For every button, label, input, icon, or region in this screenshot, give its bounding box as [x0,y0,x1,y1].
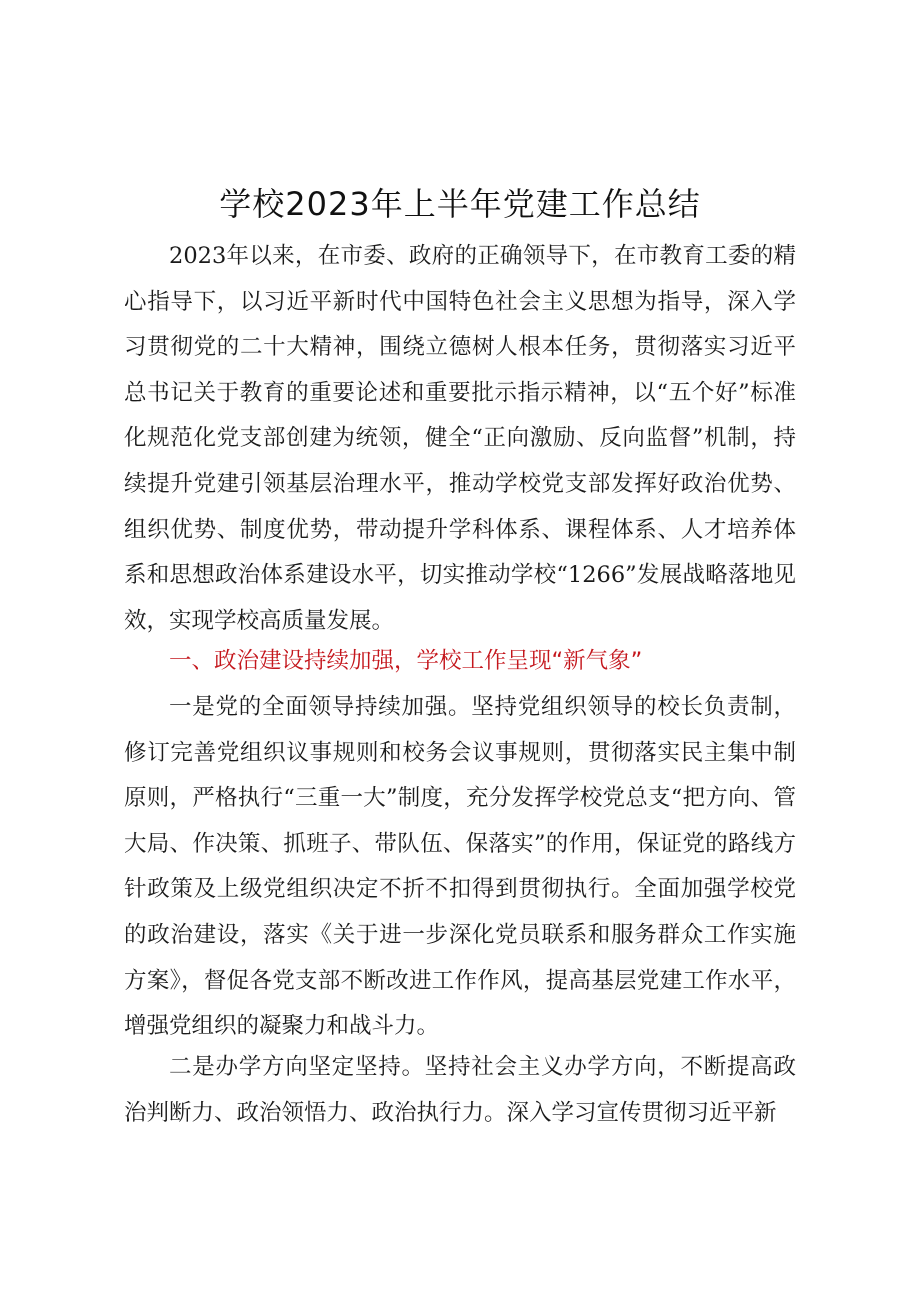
document-title: 学校2023年上半年党建工作总结 [219,185,701,223]
section-1-heading: 一、政治建设持续加强，学校工作呈现“新气象” [169,648,643,674]
paragraph-leadership: 一是党的全面领导持续加强。坚持党组织领导的校长负责制，修订完善党组织议事规则和校务会议事规则，贯彻落实民主集中制原则，严格执行“三重一大”制度，充分发挥学校党总支“把方向、管大局、作决策、抓班子、带队伍、保落实”的作用，保证党的路线方针政策及上级党组织决定不折不扣得到贯彻执行。全面加强学校党的政治建设，落实《关于进一步深化党员联系和服务群众工作实施方案》，督促各党支部不断改进工作作风，提高基层党建工作水平，增强党组织的凝聚力和战斗力。 [124,694,796,1040]
intro-paragraph: 2023年以来，在市委、政府的正确领导下，在市教育工委的精心指导下，以习近平新时代中国特色社会主义思想为指导，深入学习贯彻党的二十大精神，围绕立德树人根本任务，贯彻落实习近平总书记关于教育的重要论述和重要批示指示精神，以“五个好”标准化规范化党支部创建为统领，健全“正向激励、反向监督”机制，持续提升党建引领基层治理水平，推动学校党支部发挥好政治优势、组织优势、制度优势，带动提升学科体系、课程体系、人才培养体系和思想政治体系建设水平，切实推动学校“1266”发展战略落地见效，实现学校高质量发展。 [124,243,796,634]
paragraph-school-direction: 二是办学方向坚定坚持。坚持社会主义办学方向，不断提高政治判断力、政治领悟力、政治执行力。深入学习宣传贯彻习近平新 [124,1054,796,1126]
